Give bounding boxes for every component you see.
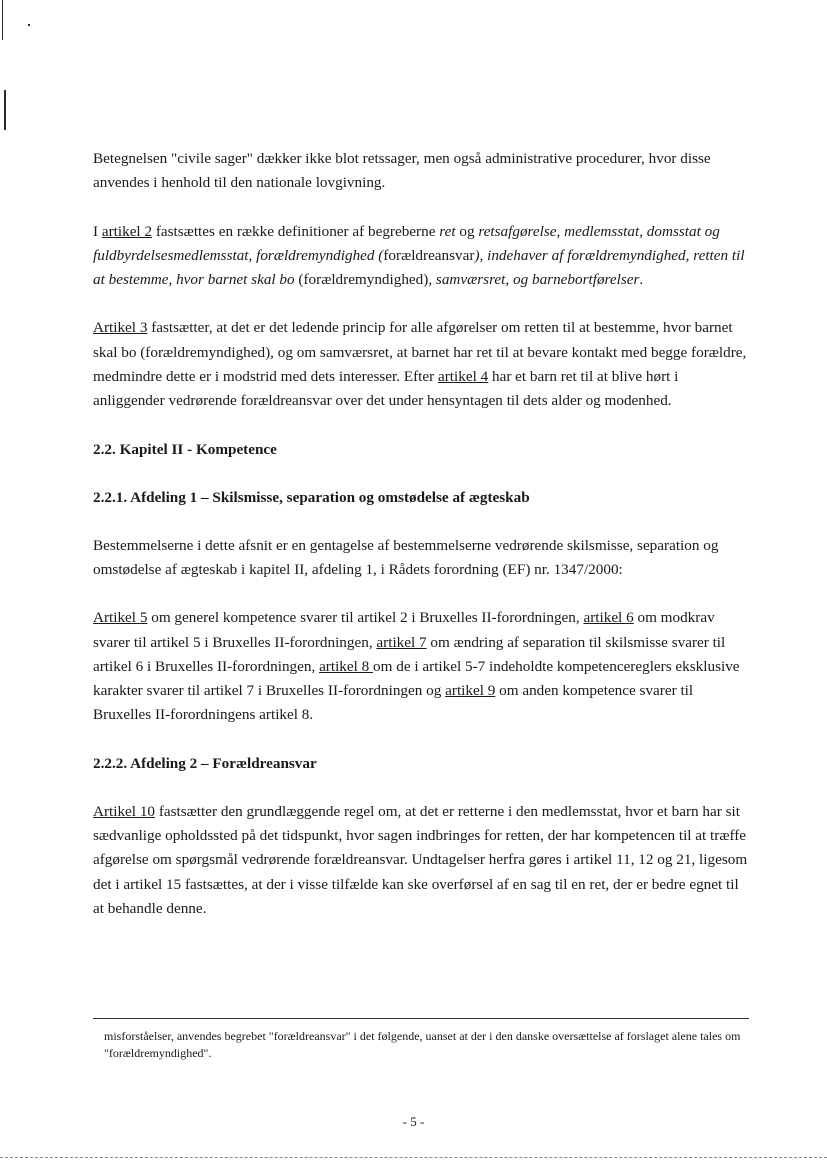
document-body (93, 147, 749, 945)
article-link[interactable]: Artikel 3 (93, 319, 148, 337)
paragraph-definitions: I artikel 2 fastsættes en række definitioner af begreberne ret og retsafgørelse, medlemsstat, domsstat og fuldbyrdelsesmedlemsstat, forældremyndighed (forældreansvar), indehaver af forældremyndighed, retten til at bestemme, hvor barnet skal bo (forældremyndighed), samværsret, og barnebortførelser. (93, 222, 745, 289)
footnote: misforståelser, anvendes begrebet "forældreansvar" i det følgende, uanset at der i den danske oversættelse af forslaget alene tales om "forældremyndighed". (104, 1029, 741, 1060)
article-link[interactable]: artikel 7 (376, 633, 427, 651)
scan-mark (2, 0, 3, 40)
paragraph-articles-5-9: Artikel 5 om generel kompetence svarer til artikel 2 i Bruxelles II-forordningen, artikel 6 om modkrav svarer til artikel 5 i Bruxelles II-forordningen, artikel 7 om ændring af separation til skilsmisse svarer til artikel 6 i Bruxelles II-forordningen, artikel 8 om de i artikel 5-7 indeholdte kompetencereglers eksklusive karakter svarer til artikel 7 i Bruxelles II-forordningen og artikel 9 om anden kompetence svarer til Bruxelles II-forordningens artikel 8. (93, 609, 740, 724)
article-link[interactable]: artikel 8 (319, 657, 374, 675)
subsection-heading: 2.2.2. Afdeling 2 – Forældreansvar (93, 754, 317, 772)
article-link[interactable]: artikel 2 (101, 222, 153, 240)
section-heading: 2.2. Kapitel II - Kompetence (93, 440, 277, 458)
footnote-divider (93, 1018, 749, 1019)
article-link[interactable]: Artikel 5 (93, 609, 148, 627)
paragraph-article-3: Artikel 3 fastsætter, at det er det ledende princip for alle afgørelser om retten til at bestemme, hvor barnet skal bo (forældremyndighed), og om samværsret, at barnet har ret til at bevare kontakt med begge forældre, medmindre dette er i modstrid med dets interesser. Efter artikel 4 har et barn ret til at blive hørt i anliggender vedrørende forældreansvar over det under hensyntagen til dets alder og modenhed. (93, 319, 747, 410)
scan-mark (28, 24, 30, 26)
scan-mark (4, 90, 6, 130)
paragraph-provisions: Bestemmelserne i dette afsnit er en gentagelse af bestemmelserne vedrørende skilsmisse, separation og omstødelse af ægteskab i kapitel II, afdeling 1, i Rådets forordning (EF) nr. 1347/2000: (93, 536, 719, 578)
paragraph-civil-matters: Betegnelsen "civile sager" dækker ikke blot retssager, men også administrative procedurer, hvor disse anvendes i henhold til den nationale lovgivning. (93, 150, 711, 192)
article-link[interactable]: artikel 9 (445, 682, 496, 700)
page-number: - 5 - (402, 1114, 425, 1129)
subsection-heading: 2.2.1. Afdeling 1 – Skilsmisse, separation og omstødelse af ægteskab (93, 488, 530, 506)
scan-edge (0, 1157, 827, 1160)
article-link[interactable]: artikel 4 (438, 368, 489, 386)
paragraph-article-10: Artikel 10 fastsætter den grundlæggende regel om, at det er retterne i den medlemsstat, hvor et barn har sit sædvanlige opholdssted på det tidspunkt, hvor sagen indbringes for retten, der har kompetencen til at træffe afgørelse om spørgsmål vedrørende forældreansvar. Undtagelser herfra gøres i artikel 11, 12 og 21, ligesom det i artikel 15 fastsættes, at der i visse tilfælde kan ske overførsel af en sag til en ret, der er bedre egnet til at behandle denne. (93, 802, 748, 917)
article-link[interactable]: artikel 6 (583, 609, 634, 627)
article-link[interactable]: Artikel 10 (93, 802, 156, 820)
